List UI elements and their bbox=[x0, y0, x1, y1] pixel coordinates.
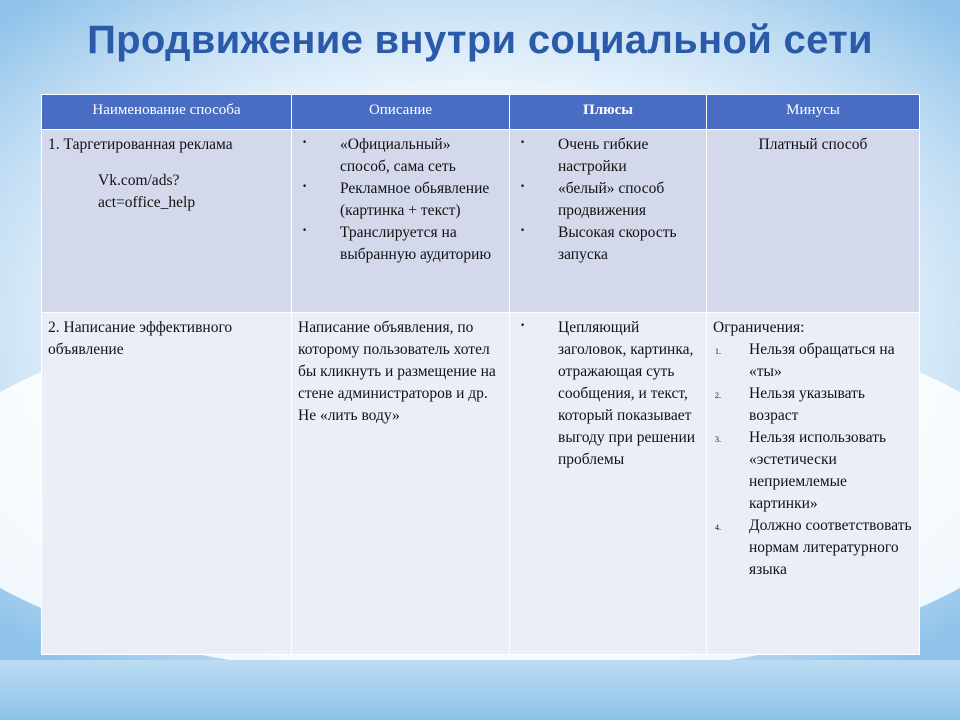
page-title: Продвижение внутри социальной сети bbox=[87, 18, 873, 62]
method-link-line-2: act=office_help bbox=[98, 194, 196, 211]
table-row bbox=[42, 313, 920, 655]
method-name: 1. Таргетированная реклама bbox=[48, 136, 233, 153]
method-link-line-1: Vk.com/ads? bbox=[98, 172, 180, 189]
list-item: · Рекламное обьявление (картинка + текст) bbox=[298, 178, 503, 222]
list-number: 3. bbox=[715, 435, 721, 444]
cell-method bbox=[42, 130, 292, 313]
list-text: Нельзя указывать возраст bbox=[749, 385, 865, 424]
header-method: Наименование способа bbox=[42, 95, 292, 130]
cons-heading: Ограничения: bbox=[713, 319, 805, 336]
header-pros: Плюсы bbox=[510, 95, 707, 130]
cons-list bbox=[713, 339, 913, 581]
list-text: Нельзя использовать «эстетически неприемлемые картинки» bbox=[749, 429, 887, 512]
cell-pros bbox=[510, 313, 707, 655]
list-item: · Цепляющий заголовок, картинка, отражающая суть сообщения, и текст, который показывает выгоду при решении проблемы bbox=[516, 317, 700, 471]
table-header-row bbox=[42, 95, 920, 130]
list-item: · Транслируется на выбранную аудиторию bbox=[298, 222, 503, 266]
list-item: · Высокая скорость запуска bbox=[516, 222, 700, 266]
methods-table bbox=[41, 94, 920, 655]
description-list bbox=[298, 134, 503, 266]
cell-description bbox=[292, 130, 510, 313]
pros-list bbox=[516, 317, 700, 471]
background-band bbox=[0, 660, 960, 720]
list-number: 2. bbox=[715, 391, 721, 400]
header-description: Описание bbox=[292, 95, 510, 130]
list-item: · Очень гибкие настройки bbox=[516, 134, 700, 178]
table-row bbox=[42, 130, 920, 313]
list-item: · «белый» способ продвижения bbox=[516, 178, 700, 222]
header-cons: Минусы bbox=[707, 95, 920, 130]
list-text: Должно соответствовать нормам литературного языка bbox=[749, 517, 912, 578]
list-number: 4. bbox=[715, 523, 721, 532]
cell-pros bbox=[510, 130, 707, 313]
list-number: 1. bbox=[715, 347, 721, 356]
list-item bbox=[713, 383, 913, 427]
list-text: Нельзя обращаться на «ты» bbox=[749, 341, 895, 380]
list-item: · «Официальный» способ, сама сеть bbox=[298, 134, 503, 178]
list-item bbox=[713, 339, 913, 383]
cell-cons bbox=[707, 313, 920, 655]
cell-description: Написание объявления, по которому пользователь хотел бы кликнуть и размещение на стене администраторов и др. Не «лить воду» bbox=[292, 313, 510, 655]
pros-list bbox=[516, 134, 700, 266]
list-item bbox=[713, 515, 913, 581]
cell-method: 2. Написание эффективного объявление bbox=[42, 313, 292, 655]
cell-cons: Платный способ bbox=[707, 130, 920, 313]
method-link bbox=[48, 170, 285, 214]
list-item bbox=[713, 427, 913, 515]
